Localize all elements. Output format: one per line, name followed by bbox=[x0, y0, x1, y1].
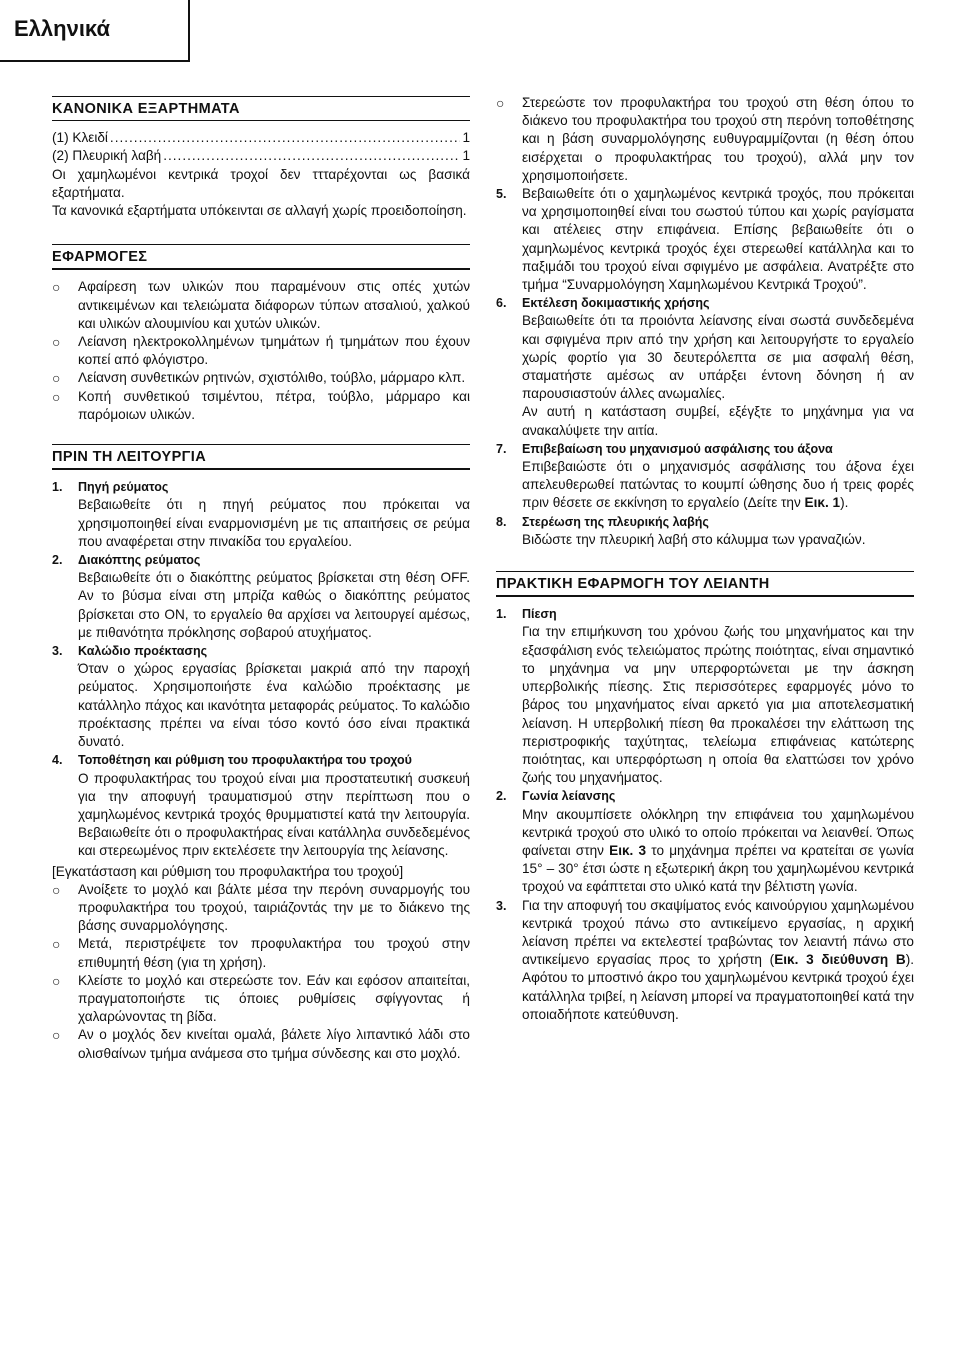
prior-to-operation-section bbox=[52, 444, 470, 1063]
numbered-item: 3. Καλώδιο προέκτασης Όταν ο χώρος εργασίας βρίσκεται μακριά από την παροχή ρεύματος. Χρησιμοποιήστε ένα καλώδιο προέκτασης με κατάλληλο πάχος και ικανότητα μεταφοράς ρεύματος. Το καλώδιο προέκτασης πρέπει να είναι τόσο κοντό όσο είναι πρακτικά δυνατό. bbox=[52, 644, 470, 750]
numbered-item: 5. Βεβαιωθείτε ότι ο χαμηλωμένος κεντρικά τροχός, που πρόκειται να χρησιμοποιηθεί είναι του σωστού τύπου και χωρίς ραγίσματα και ατέλειες στην επιφάνεια. Επίσης βεβαιωθείτε ότι ο χαμηλωμένος κεντρικά τροχός έχει στερεωθεί κατάλληλα και το παξιμάδι του τροχού είναι σφιγμένο με ασφάλεια. Ανατρέξτε στο τμήμα “Συναρμολόγηση Χαμηλωμένου Κεντρικά Τροχού”. bbox=[496, 186, 914, 293]
paragraph: Οι χαμηλωμένοι κεντρικά τροχοί δεν ττταρέχονται ως βασικά εξαρτήματα. bbox=[52, 166, 470, 200]
circle-bullet-icon: ○ bbox=[52, 370, 61, 387]
accessory-item: (2) Πλευρική λαβή ..... 1 bbox=[52, 147, 470, 165]
figure-reference: Εικ. 3 bbox=[609, 842, 647, 858]
circle-bullet-icon: ○ bbox=[52, 388, 61, 405]
numbered-item: 4. Τοποθέτηση και ρύθμιση του προφυλακτήρα του τροχού Ο προφυλακτήρας του τροχού είναι μια προστατευτική συσκευή για την αποφυγή τραυματισμού στην περίπτωση που ο χαμηλωμένος κεντρικά τροχός θρυμματιστεί κατά την λειτουργία. Βεβαιωθείτε ότι ο προφυλακτήρας είναι κατάλληλα συνδεδεμένος και στερεωμένος πριν εκτελέσετε την λειτουργία της λείανσης. bbox=[52, 753, 470, 859]
list-item: ○ Κλείστε το μοχλό και στερεώστε τον. Εάν και εφόσον απαιτείται, πραγματοποιήστε τις όποιες ρυθμίσεις σφίγγοντας ή χαλαρώνοντας τη βίδα. bbox=[52, 972, 470, 1027]
section-heading: ΚΑΝΟΝΙΚΑ ΕΞΑΡΤΗΜΑΤΑ bbox=[52, 96, 470, 121]
language-tab-label: Ελληνικά bbox=[14, 16, 110, 41]
circle-bullet-icon: ○ bbox=[52, 279, 61, 296]
numbered-item: 2. Διακόπτης ρεύματος Βεβαιωθείτε ότι ο διακόπτης ρεύματος βρίσκεται στη θέση OFF. Αν το βύσμα είναι στη μπρίζα καθώς ο διακόπτης ρεύματος βρίσκεται στο ON, το εργαλείο θα αρχίσει να λειτουργεί αμέσως, με πιθανότητα πρόκλησης σοβαρού ατυχήματος. bbox=[52, 553, 470, 640]
numbered-item: 3. Για την αποφυγή του σκαψίματος ενός καινούργιου χαμηλωμένου κεντρικά τροχού πάνω στο αντικείμενο εργασίας, η αρχική λείανση πρέπει να εκτελεστεί τραβώντας τον λειαντή πάνω στο αντικείμενο εργασίας προς το χρήστη (Εικ. 3 διεύθυνση Β). Αφότου το μποστινό άκρο του χαμηλωμένου κεντρικά τροχού έχει κατάλληλα τριβεί, η λείανση μπορεί να πραγματοποιηθεί κατά την οποιαδήποτε κατεύθυνση. bbox=[496, 897, 915, 1022]
figure-reference: Εικ. 1 bbox=[804, 495, 841, 511]
list-item: ○ Λείανση ηλεκτροκολλημένων τμημάτων ή τμημάτων που έχουν κοπεί από φλόγιστρο. bbox=[52, 333, 470, 369]
accessory-item: (1) Κλειδί ..... 1 bbox=[52, 129, 470, 147]
list-item: ○ Μετά, περιστρέψετε τον προφυλακτήρα του τροχού στην επιθυμητή θέση (για τη χρήση). bbox=[52, 935, 470, 971]
list-item: ○ Αν ο μοχλός δεν κινείται ομαλά, βάλετε λίγο λιπαντικό λάδι στο ολισθαίνων τμήμα ανάμεσα στο τμήμα σύνδεσης και στο μοχλό. bbox=[52, 1026, 470, 1062]
circle-bullet-icon: ○ bbox=[52, 936, 61, 953]
numbered-item: 7. Επιβεβαίωση του μηχανισμού ασφάλισης του άξονα Επιβεβαιώστε ότι ο μηχανισμός ασφάλισης του άξονα έχει απελευθερωθεί πατώντας το κουμπί ώθησης δυο ή τρεις φορές πριν θέσετε σε εκκίνηση το εργαλείο (Δείτε την Εικ. 1). bbox=[496, 441, 914, 511]
section-heading: ΠΡΙΝ ΤΗ ΛΕΙΤΟΥΡΓΙΑ bbox=[52, 444, 470, 470]
numbered-item: 1. Πηγή ρεύματος Βεβαιωθείτε ότι η πηγή ρεύματος που πρόκειται να χρησιμοποιηθεί είναι εναρμονισμένη με τις απαιτήσεις σε ρεύμα που αναφέρεται στην πινακίδα του εργαλείου. bbox=[52, 480, 470, 549]
circle-bullet-icon: ○ bbox=[52, 1027, 61, 1044]
standard-accessories-section bbox=[52, 96, 470, 220]
right-column bbox=[496, 94, 914, 1024]
section-heading: ΕΦΑΡΜΟΓΕΣ bbox=[52, 244, 470, 270]
list-item: ○ Κοπή συνθετικού τσιμέντου, πέτρα, τούβλο, μάρμαρο και παρόμοιων υλικών. bbox=[52, 388, 470, 424]
paragraph: Τα κανονικά εξαρτήματα υπόκεινται σε αλλαγή χωρίς προειδοποίηση. bbox=[52, 203, 467, 219]
numbered-item: 2. Γωνία λείανσης Μην ακουμπίσετε ολόκληρη την επιφάνεια του χαμηλωμένου κεντρικά τροχού στο υλικό το οποίο πρόκειται να λειανθεί. Όπως φαίνεται στην Εικ. 3 το μηχάνημα πρέπει να κρατείται σε γωνία 15° – 30° έτσι ώστε η εξωτερική άκρη του χαμηλωμένου κεντρικά τροχού να εφάπτεται στο υλικό κατά την βέλτιστη γωνία. bbox=[496, 789, 914, 895]
practical-application-section bbox=[496, 571, 914, 1024]
numbered-item: 1. Πίεση Για την επιμήκυνση του χρόνου ζωής του μηχανήματος και την εξασφάλιση ενός τελειώματος πρώτης ποιότητας, είναι σημαντικό το μηχάνημα να μην υπερφορτώνεται με την άσκηση υπερβολικής πίεσης. Στις περισσότερες εφαρμογές μόνο το βάρος του μηχανήματος είναι αρκετό για μια αποτελεσματική λείανση. Η υπερβολική πίεση θα προκαλέσει την ελάττωση της περιστροφικής ταχύτητας, τελείωμα επιφάνειας κατώτερης ποιότητας, και υπερφόρτωση η οποία θα ελαττώσει τον χρόνο ζωής του μηχανήματος. bbox=[496, 607, 914, 786]
numbered-item: 6. Εκτέλεση δοκιμαστικής χρήσης Βεβαιωθείτε ότι τα προιόντα λείανσης είναι σωστά συνδεδεμένα και σφιγμένα πριν από την χρήση και λειτουργήστε το εργαλείο χωρίς φορτίο για 30 δευτερόλεπτα σε μια ασφαλή θέση, σταματήστε αμέσως αν υπάρξει έντονη δόνηση ή αν παρουσιαστούν άλλες ανωμαλίες. Αν αυτή η κατάσταση συμβεί, εξέγξτε το μηχάνημα για να ανακαλύψετε την αιτία. bbox=[496, 296, 914, 438]
subheading: [Εγκατάσταση και ρύθμιση του προφυλακτήρα του τροχού] bbox=[52, 863, 404, 879]
numbered-item: 8. Στερέωση της πλευρικής λαβής Βιδώστε την πλευρική λαβή στο κάλυμμα των γραναζιών. bbox=[496, 514, 866, 547]
applications-section bbox=[52, 244, 470, 424]
language-tab bbox=[0, 0, 190, 62]
figure-reference: Εικ. 3 διεύθυνση Β bbox=[774, 952, 906, 968]
list-item: ○ Αφαίρεση των υλικών που παραμένουν στις οπές χυτών αντικειμένων και τελειώματα διάφορων τύπων ατσαλιού, χαλκού και υλικών αλουμινίου και χυτών υλικών. bbox=[52, 278, 470, 333]
circle-bullet-icon: ○ bbox=[52, 972, 61, 989]
list-item: ○ Λείανση συνθετικών ρητινών, σχιστόλιθο, τούβλο, μάρμαρο κλπ. bbox=[52, 370, 466, 387]
circle-bullet-icon: ○ bbox=[52, 881, 61, 898]
list-item: ○ Ανοίξετε το μοχλό και βάλτε μέσα την περόνη συναρμογής του προφυλακτήρα του τροχού, ταιριάζοντάς την με το διάκενο της βάσης συναρμολόγησης. bbox=[52, 881, 470, 936]
circle-bullet-icon: ○ bbox=[52, 334, 61, 351]
section-heading: ΠΡΑΚΤΙΚΗ ΕΦΑΡΜΟΓΗ ΤΟΥ ΛΕΙΑΝΤΗ bbox=[496, 571, 914, 597]
circle-bullet-icon: ○ bbox=[496, 95, 505, 111]
list-item: ○ Στερεώστε τον προφυλακτήρα του τροχού στη θέση όπου το διάκενο του προφυλακτήρα του τροχού στη περόνη τοποθέτησης και η βάση συναρμολόγησης ευθυγραμμίζονται (η θέση όπου εισέρχεται ο προφυλακτήρας του τροχού), αλλά μην τον χρησιμοποιήσετε. bbox=[496, 94, 914, 185]
left-column bbox=[52, 96, 470, 1063]
